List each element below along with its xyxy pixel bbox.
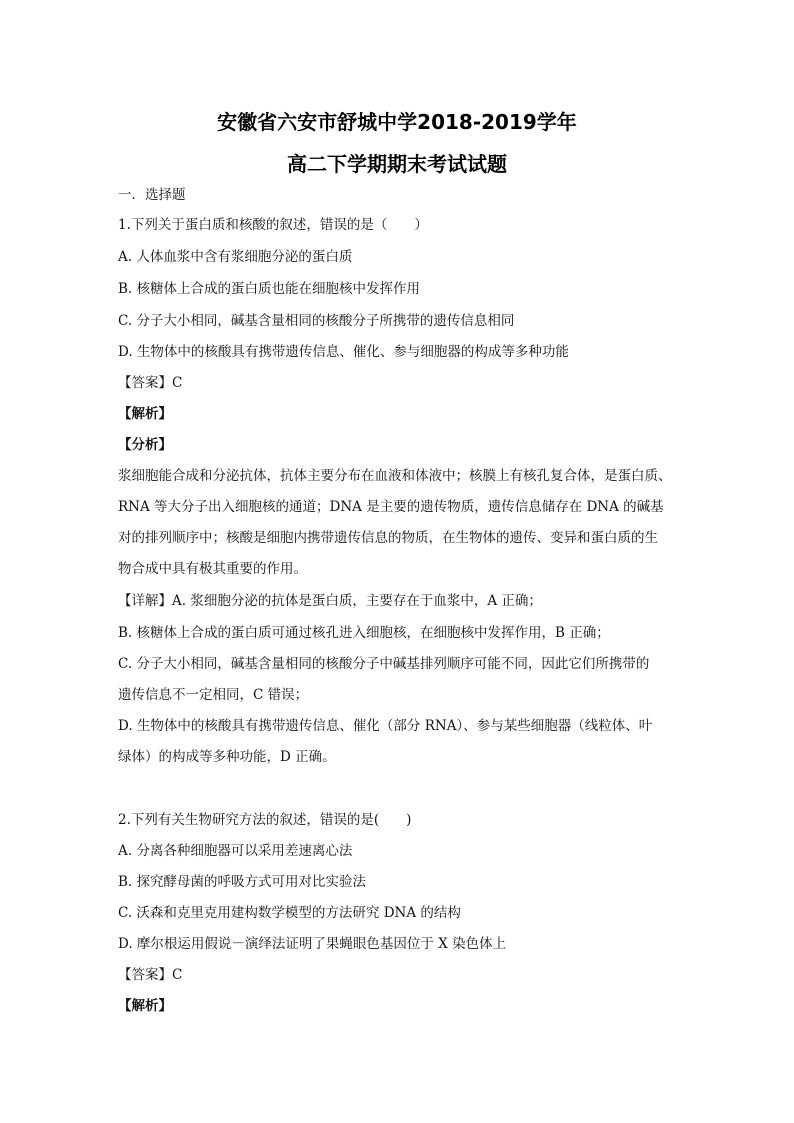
analysis-line: 浆细胞能合成和分泌抗体，抗体主要分布在血液和体液中；核膜上有核孔复合体，是蛋白质、	[118, 468, 672, 484]
question-2-explanation-label: 【解析】	[118, 998, 172, 1014]
question-1-stem: 1.下列关于蛋白质和核酸的叙述，错误的是（ ）	[118, 217, 428, 233]
detail-line: 绿体）的构成等多种功能，D 正确。	[118, 749, 336, 765]
detail-line: 【详解】A. 浆细胞分泌的抗体是蛋白质，主要存在于血浆中，A 正确；	[118, 593, 542, 609]
question-1-option-c: C. 分子大小相同，碱基含量相同的核酸分子所携带的遗传信息相同	[118, 313, 515, 329]
question-1-analysis-label: 【分析】	[118, 437, 172, 453]
section-heading: 一．选择题	[118, 187, 186, 203]
detail-line: C. 分子大小相同，碱基含量相同的核酸分子中碱基排列顺序可能不同，因此它们所携带的	[118, 656, 650, 672]
analysis-line: 对的排列顺序中；核酸是细胞内携带遗传信息的物质，在生物体的遗传、变异和蛋白质的生	[118, 530, 658, 546]
detail-line: 遗传信息不一定相同，C 错误；	[118, 687, 309, 703]
analysis-line: RNA 等大分子出入细胞核的通道；DNA 是主要的遗传物质，遗传信息储存在 DNA 的碱基	[118, 499, 664, 515]
question-2-option-a: A. 分离各种细胞器可以采用差速离心法	[118, 843, 353, 859]
question-2-option-c: C. 沃森和克里克用建构数学模型的方法研究 DNA 的结构	[118, 905, 461, 921]
question-2-stem: 2.下列有关生物研究方法的叙述，错误的是( )	[118, 812, 412, 828]
question-1-option-b: B. 核糖体上合成的蛋白质也能在细胞核中发挥作用	[118, 281, 421, 297]
analysis-line: 物合成中具有极其重要的作用。	[118, 561, 307, 577]
question-1-explanation-label: 【解析】	[118, 406, 172, 422]
question-2-option-b: B. 探究酵母菌的呼吸方式可用对比实验法	[118, 874, 367, 890]
detail-line: B. 核糖体上合成的蛋白质可通过核孔进入细胞核，在细胞核中发挥作用，B 正确；	[118, 625, 610, 641]
title-line-1: 安徽省六安市舒城中学2018-2019学年	[217, 110, 577, 134]
title-line-2: 高二下学期期末考试试题	[287, 152, 507, 176]
question-2-option-d: D. 摩尔根运用假说－演绎法证明了果蝇眼色基因位于 X 染色体上	[118, 936, 507, 952]
question-2-answer: 【答案】C	[118, 967, 183, 983]
question-1-answer: 【答案】C	[118, 375, 183, 391]
question-1-option-d: D. 生物体中的核酸具有携带遗传信息、催化、参与细胞器的构成等多种功能	[118, 344, 569, 360]
question-1-option-a: A. 人体血浆中含有浆细胞分泌的蛋白质	[118, 249, 353, 265]
detail-line: D. 生物体中的核酸具有携带遗传信息、催化（部分 RNA）、参与某些细胞器（线粒体、叶	[118, 718, 653, 734]
